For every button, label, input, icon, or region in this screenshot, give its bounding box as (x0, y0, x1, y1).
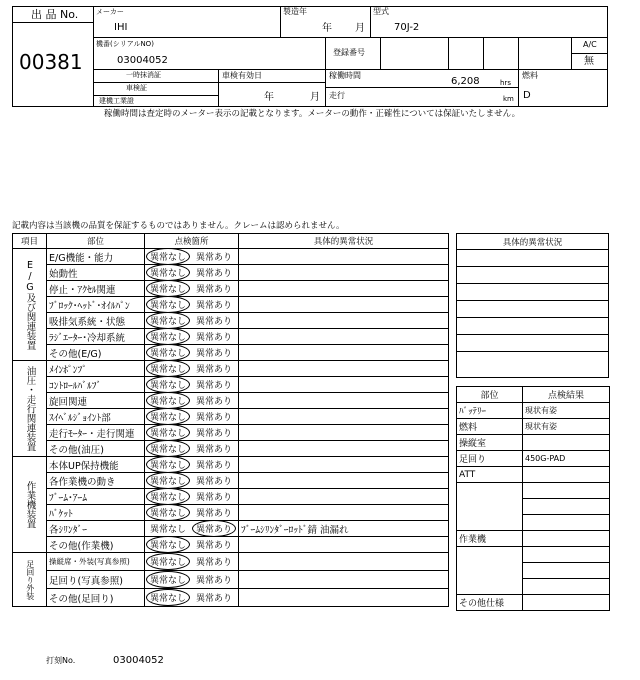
status-ng-option[interactable]: 異常あり (195, 576, 232, 586)
result-part-cell: 作業機 (457, 531, 523, 547)
result-value-cell: 現状有姿 (523, 419, 610, 435)
ac-label: A/C (583, 40, 597, 49)
detail-cell (239, 281, 449, 297)
part-cell: 各作業機の動き (47, 473, 145, 489)
detail-cell (239, 425, 449, 441)
part-cell: その他(E/G) (47, 345, 145, 361)
result-value-cell (523, 499, 610, 515)
status-ok-option[interactable]: 異常なし (145, 346, 191, 359)
part-cell: 旋回関連 (47, 393, 145, 409)
result-part-cell: ﾊﾞｯﾃﾘｰ (457, 403, 523, 419)
detail-cell (239, 249, 449, 265)
status-ok-option[interactable]: 異常なし (145, 555, 191, 568)
right-detail-cell (457, 318, 609, 335)
inspection-year-unit: 年 (264, 92, 274, 103)
inspection-row (13, 329, 449, 345)
status-ok-option[interactable]: 異常なし (145, 266, 191, 279)
part-cell: その他(足回り) (47, 589, 145, 607)
lot-label-rule (12, 22, 93, 23)
right-detail-row (457, 250, 609, 267)
header-rule (370, 6, 371, 37)
part-cell: ﾗｼﾞｴｰﾀｰ･冷却系統 (47, 329, 145, 345)
header-row1-rule (93, 37, 608, 38)
result-row (457, 579, 610, 595)
lot-divider (93, 6, 94, 107)
result-row (457, 467, 610, 483)
hours-unit: hrs (500, 79, 511, 87)
result-row (457, 499, 610, 515)
status-ng-option[interactable]: 異常あり (195, 477, 232, 487)
construction-cert-label: 建機工業證 (99, 97, 134, 105)
inspection-table (12, 233, 449, 607)
status-cell (145, 265, 239, 281)
detail-cell (239, 329, 449, 345)
hours-value: 6,208 (451, 76, 480, 87)
inspection-row (13, 441, 449, 457)
status-ok-option[interactable]: 異常なし (145, 474, 191, 487)
right-detail-row (457, 284, 609, 301)
status-cell (145, 553, 239, 571)
reg-label: 登録番号 (333, 48, 365, 57)
result-value-cell (523, 595, 610, 611)
status-cell (145, 249, 239, 265)
inspection-label: 車検有効日 (222, 71, 262, 80)
status-ok-option[interactable]: 異常なし (145, 506, 191, 519)
col-detail-header: 具体的異常状況 (239, 234, 449, 249)
inspection-row (13, 589, 449, 607)
col-item-header: 項目 (13, 234, 47, 249)
part-cell: ﾌﾞﾛｯｸ･ﾍｯﾄﾞ･ｵｲﾙﾊﾟﾝ (47, 297, 145, 313)
status-cell (145, 377, 239, 393)
result-part-cell (457, 579, 523, 595)
detail-cell (239, 473, 449, 489)
status-cell (145, 521, 239, 537)
detail-cell (239, 409, 449, 425)
status-ok-option[interactable]: 異常なし (145, 426, 191, 439)
status-ng-option[interactable]: 異常あり (195, 381, 232, 391)
mfg-month-unit: 月 (355, 23, 365, 34)
maker-value: IHI (114, 22, 128, 33)
result-table (456, 386, 610, 611)
status-cell (145, 473, 239, 489)
hours-note: 稼働時間は査定時のメーター表示の記載となります。メーターの動作・正確性については保証いたしません。 (104, 109, 521, 119)
result-value-cell (523, 547, 610, 563)
ac-value: 無 (584, 56, 594, 67)
detail-cell (239, 393, 449, 409)
right-detail-row (457, 352, 609, 378)
group-name: 油圧・走行関連装置 (24, 365, 36, 452)
status-cell (145, 489, 239, 505)
status-ok-option[interactable]: 異常なし (145, 442, 191, 455)
result-value-cell: 450G-PAD (523, 451, 610, 467)
inspection-row (13, 345, 449, 361)
right-detail-cell (457, 284, 609, 301)
status-ok-option[interactable]: 異常なし (145, 458, 191, 471)
header-rule (380, 37, 381, 69)
status-ng-option[interactable]: 異常あり (195, 493, 232, 503)
status-ok-option[interactable]: 異常なし (145, 362, 191, 375)
mfg-year-unit: 年 (322, 23, 332, 34)
part-cell: ｽｲﾍﾞﾙｼﾞｮｲﾝﾄ部 (47, 409, 145, 425)
status-ok-option[interactable]: 異常なし (145, 282, 191, 295)
right-detail-cell (457, 301, 609, 318)
inspection-row (13, 537, 449, 553)
header-rule (218, 69, 219, 107)
header-row2-rule (93, 69, 608, 70)
model-label: 型式 (373, 7, 389, 16)
group-name: 作業機装置 (24, 480, 36, 529)
status-ng-option[interactable]: 異常あり (195, 445, 232, 455)
detail-cell (239, 457, 449, 473)
part-cell: その他(油圧) (47, 441, 145, 457)
result-value-cell (523, 515, 610, 531)
result-row (457, 435, 610, 451)
right-detail-header: 具体的異常状況 (457, 234, 609, 250)
status-ng-option[interactable]: 異常あり (195, 397, 232, 407)
inspection-row (13, 297, 449, 313)
right-detail-cell (457, 250, 609, 267)
status-cell (145, 425, 239, 441)
part-cell: 各ｼﾘﾝﾀﾞｰ (47, 521, 145, 537)
group-label (13, 361, 47, 457)
status-cell (145, 571, 239, 589)
status-cell (145, 457, 239, 473)
result-row (457, 483, 610, 499)
status-cell (145, 409, 239, 425)
serial-value: 03004052 (117, 55, 168, 66)
status-ok-option[interactable]: 異常なし (149, 525, 186, 535)
serial-label: 機番(シリアルNO) (96, 40, 154, 48)
fuel-label: 燃料 (522, 71, 538, 80)
result-part-cell: 操縦室 (457, 435, 523, 451)
col-part-header: 部位 (47, 234, 145, 249)
vehicle-cert-label: 車検証 (126, 84, 147, 92)
detail-cell (239, 489, 449, 505)
detail-cell (239, 313, 449, 329)
stamp-number: 03004052 (113, 655, 164, 666)
header-rule (325, 69, 326, 107)
header-rule (93, 95, 218, 96)
maker-label: メーカー (96, 8, 124, 16)
status-ng-option[interactable]: 異常あり (195, 333, 232, 343)
right-detail-table (456, 233, 609, 378)
detail-cell (239, 589, 449, 607)
status-cell (145, 297, 239, 313)
status-ng-option[interactable]: 異常あり (195, 285, 232, 295)
detail-cell (239, 553, 449, 571)
result-part-cell: 足回り (457, 451, 523, 467)
detail-cell (239, 571, 449, 589)
right-detail-cell (457, 352, 609, 378)
detail-cell (239, 297, 449, 313)
group-name: 足回り外装 (25, 559, 35, 600)
result-result-header: 点検結果 (523, 387, 610, 403)
km-unit: km (503, 95, 514, 103)
status-ok-option[interactable]: 異常なし (145, 591, 191, 604)
header-rule (280, 6, 281, 37)
status-ng-option[interactable]: 異常あり (195, 253, 232, 263)
result-value-cell (523, 531, 610, 547)
inspection-row (13, 377, 449, 393)
status-ok-option[interactable]: 異常なし (145, 490, 191, 503)
inspection-row (13, 505, 449, 521)
part-cell: その他(作業機) (47, 537, 145, 553)
status-ng-option[interactable]: 異常あり (195, 413, 232, 423)
result-row (457, 595, 610, 611)
detail-cell (239, 361, 449, 377)
inspection-row (13, 313, 449, 329)
inspection-row (13, 553, 449, 571)
lot-label: 出 品 No. (31, 8, 79, 21)
detail-cell (239, 265, 449, 281)
status-cell (145, 329, 239, 345)
status-cell (145, 313, 239, 329)
header-rule (325, 87, 518, 88)
right-detail-row (457, 335, 609, 352)
header-rule (448, 37, 449, 69)
part-cell: 停止・ｱｸｾﾙ関連 (47, 281, 145, 297)
result-part-cell (457, 563, 523, 579)
hours-label: 稼働時間 (329, 71, 361, 80)
inspection-row (13, 571, 449, 589)
right-detail-row (457, 267, 609, 284)
status-cell (145, 441, 239, 457)
result-part-cell: 燃料 (457, 419, 523, 435)
detail-cell: ﾌﾞｰﾑｼﾘﾝﾀﾞｰﾛｯﾄﾞ錆 油漏れ (239, 521, 449, 537)
header-rule (571, 53, 608, 54)
inspection-header-row (13, 234, 449, 249)
right-detail-cell (457, 267, 609, 284)
inspection-row (13, 425, 449, 441)
mfg-year-label: 製造年 (283, 7, 307, 16)
result-row (457, 419, 610, 435)
status-cell (145, 361, 239, 377)
status-ng-option[interactable]: 異常あり (195, 317, 232, 327)
result-row (457, 515, 610, 531)
status-ok-option[interactable]: 異常なし (145, 573, 191, 586)
inspection-row (13, 265, 449, 281)
result-part-cell: その他仕様 (457, 595, 523, 611)
result-row (457, 403, 610, 419)
result-row (457, 451, 610, 467)
inspection-row (13, 409, 449, 425)
detail-cell (239, 377, 449, 393)
temp-permit-label: 一時抹消証 (126, 71, 161, 79)
lot-number: 00381 (19, 50, 83, 74)
status-ok-option[interactable]: 異常なし (145, 250, 191, 263)
status-cell (145, 393, 239, 409)
status-ng-option[interactable]: 異常あり (195, 269, 232, 279)
status-ng-option[interactable]: 異常あり (191, 522, 237, 535)
inspection-row (13, 361, 449, 377)
disclaimer: 記載内容は当該機の品質を保証するものではありません。クレームは認められません。 (12, 221, 345, 231)
status-cell (145, 505, 239, 521)
status-cell (145, 281, 239, 297)
status-ng-option[interactable]: 異常あり (195, 349, 232, 359)
group-label (13, 553, 47, 607)
result-row (457, 547, 610, 563)
header-rule (93, 82, 218, 83)
result-value-cell (523, 563, 610, 579)
part-cell: 吸排気系統・状態 (47, 313, 145, 329)
status-ok-option[interactable]: 異常なし (145, 298, 191, 311)
status-ok-option[interactable]: 異常なし (145, 410, 191, 423)
col-point-header: 点検箇所 (145, 234, 239, 249)
status-ok-option[interactable]: 異常なし (145, 394, 191, 407)
inspection-row (13, 281, 449, 297)
right-detail-header-row (457, 234, 609, 250)
result-value-cell (523, 579, 610, 595)
status-ng-option[interactable]: 異常あり (195, 509, 232, 519)
model-value: 70J-2 (394, 22, 420, 33)
result-value-cell (523, 483, 610, 499)
result-part-cell (457, 515, 523, 531)
detail-cell (239, 537, 449, 553)
status-cell (145, 345, 239, 361)
part-cell: ﾊﾞｹｯﾄ (47, 505, 145, 521)
status-ok-option[interactable]: 異常なし (145, 538, 191, 551)
part-cell: 本体UP保持機能 (47, 457, 145, 473)
part-cell: E/G機能・能力 (47, 249, 145, 265)
inspection-row (13, 473, 449, 489)
header-rule (218, 82, 325, 83)
inspection-row (13, 457, 449, 473)
status-ng-option[interactable]: 異常あり (195, 594, 232, 604)
result-value-cell: 現状有姿 (523, 403, 610, 419)
right-detail-cell (457, 335, 609, 352)
status-ng-option[interactable]: 異常あり (195, 301, 232, 311)
right-detail-row (457, 318, 609, 335)
status-ok-option[interactable]: 異常なし (145, 330, 191, 343)
result-part-cell (457, 499, 523, 515)
result-row (457, 531, 610, 547)
status-ok-option[interactable]: 異常なし (145, 378, 191, 391)
part-cell: 走行ﾓｰﾀｰ・走行関連 (47, 425, 145, 441)
result-part-header: 部位 (457, 387, 523, 403)
group-label (13, 457, 47, 553)
part-cell: 足回り(写真参照) (47, 571, 145, 589)
stamp-label: 打刻No. (46, 656, 76, 665)
result-value-cell (523, 467, 610, 483)
inspection-month-unit: 月 (310, 92, 320, 103)
inspection-row (13, 521, 449, 537)
status-ok-option[interactable]: 異常なし (145, 314, 191, 327)
status-cell (145, 589, 239, 607)
inspection-row (13, 393, 449, 409)
detail-cell (239, 345, 449, 361)
result-header-row (457, 387, 610, 403)
status-ng-option[interactable]: 異常あり (195, 365, 232, 375)
header-rule (483, 37, 484, 69)
result-part-cell (457, 483, 523, 499)
inspection-row (13, 249, 449, 265)
part-cell: ｺﾝﾄﾛｰﾙﾊﾞﾙﾌﾞ (47, 377, 145, 393)
header-rule (518, 69, 519, 107)
part-cell: ﾌﾞｰﾑ･ｱｰﾑ (47, 489, 145, 505)
status-cell (145, 537, 239, 553)
part-cell: 操縦席・外装(写真参照) (47, 553, 145, 571)
header-rule (518, 37, 519, 69)
inspection-row (13, 489, 449, 505)
part-cell: 始動性 (47, 265, 145, 281)
header-rule (325, 37, 326, 69)
part-cell: ﾒｲﾝﾎﾟﾝﾌﾟ (47, 361, 145, 377)
travel-label: 走行 (329, 91, 345, 100)
group-label (13, 249, 47, 361)
result-part-cell: ATT (457, 467, 523, 483)
result-value-cell (523, 435, 610, 451)
result-part-cell (457, 547, 523, 563)
right-detail-row (457, 301, 609, 318)
detail-cell (239, 505, 449, 521)
detail-cell (239, 441, 449, 457)
group-name: E/G及び関連装置 (24, 259, 36, 350)
status-ng-option[interactable]: 異常あり (195, 558, 232, 568)
status-ng-option[interactable]: 異常あり (195, 461, 232, 471)
status-ng-option[interactable]: 異常あり (195, 429, 232, 439)
result-row (457, 563, 610, 579)
fuel-value: D (523, 90, 531, 101)
status-ng-option[interactable]: 異常あり (195, 541, 232, 551)
